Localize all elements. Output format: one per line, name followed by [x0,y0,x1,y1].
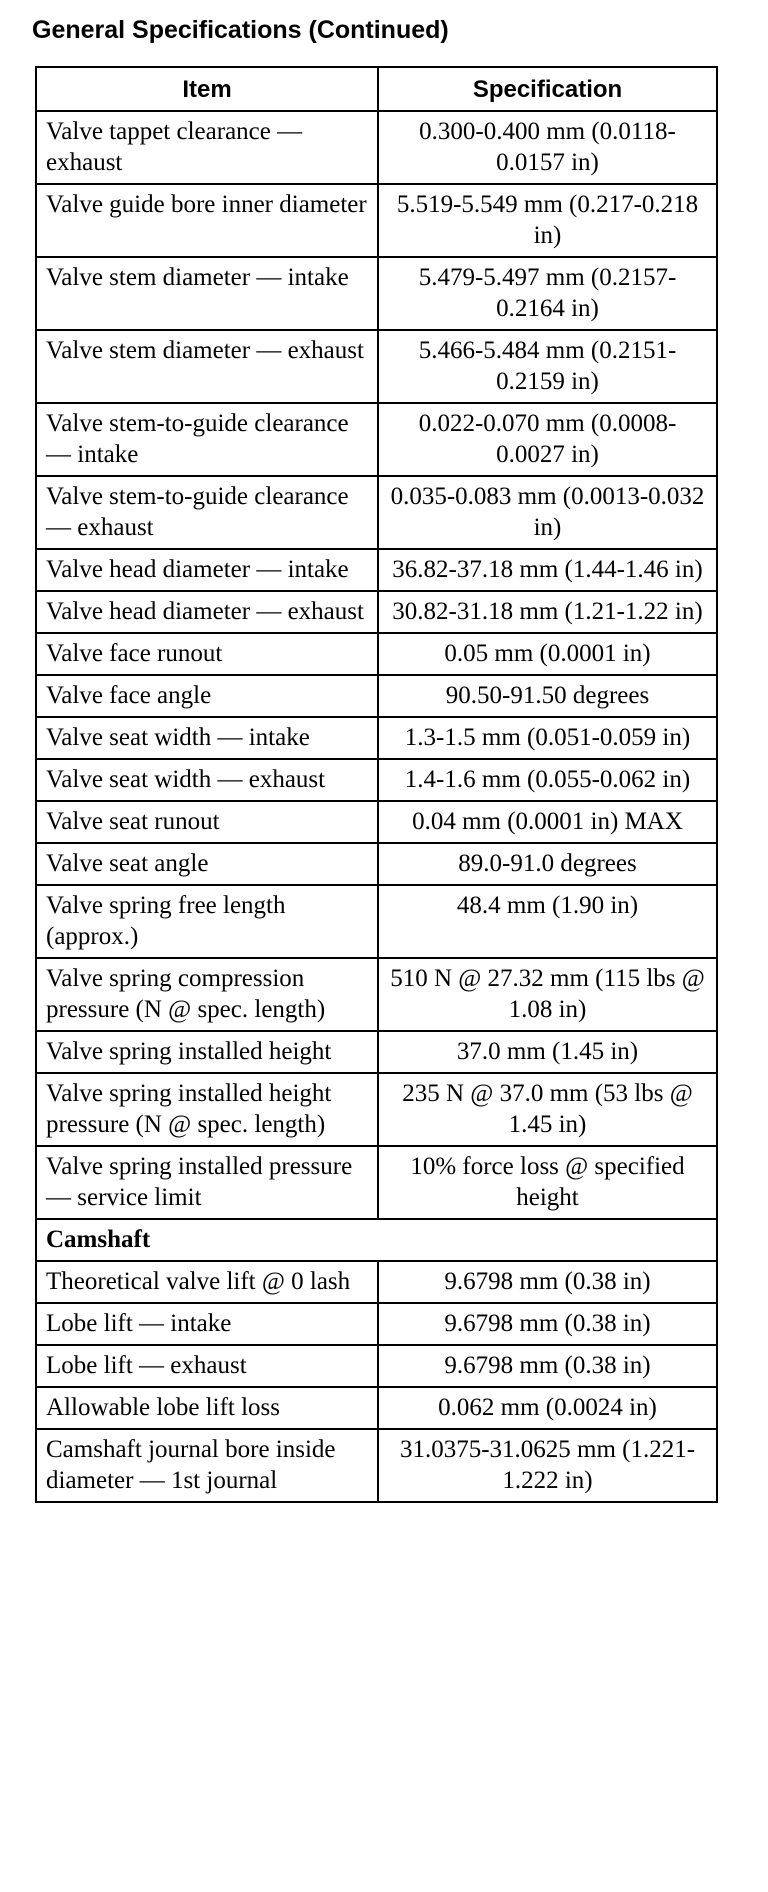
table-row [36,885,717,958]
item-cell: Lobe lift — intake [36,1303,378,1345]
table-row [36,958,717,1031]
item-cell: Valve head diameter — exhaust [36,591,378,633]
table-body [36,111,717,1502]
specification-cell: 30.82-31.18 mm (1.21-1.22 in) [378,591,717,633]
item-cell: Valve guide bore inner diameter [36,184,378,257]
column-header-specification: Specification [378,67,717,111]
specification-cell: 89.0-91.0 degrees [378,843,717,885]
table-row [36,759,717,801]
table-row [36,1303,717,1345]
section-row [36,1219,717,1261]
table-row [36,111,717,184]
specification-cell: 0.300-0.400 mm (0.0118-0.0157 in) [378,111,717,184]
table-row [36,184,717,257]
specification-cell: 0.05 mm (0.0001 in) [378,633,717,675]
table-row [36,1031,717,1073]
table-row [36,1261,717,1303]
item-cell: Valve spring installed pressure — service limit [36,1146,378,1219]
specification-cell: 31.0375-31.0625 mm (1.221-1.222 in) [378,1429,717,1502]
page-title: General Specifications (Continued) [32,16,449,44]
table-row [36,1387,717,1429]
item-cell: Valve stem diameter — intake [36,257,378,330]
section-heading: Camshaft [36,1219,717,1261]
table-row [36,403,717,476]
table-row [36,591,717,633]
item-cell: Valve seat runout [36,801,378,843]
specification-cell: 36.82-37.18 mm (1.44-1.46 in) [378,549,717,591]
table-row [36,1429,717,1502]
item-cell: Theoretical valve lift @ 0 lash [36,1261,378,1303]
item-cell: Valve seat width — intake [36,717,378,759]
table-header-row [36,67,717,111]
item-cell: Camshaft journal bore inside diameter — 1st journal [36,1429,378,1502]
table-row [36,257,717,330]
table-row [36,1345,717,1387]
table-row [36,717,717,759]
item-cell: Valve stem-to-guide clearance — exhaust [36,476,378,549]
item-cell: Valve spring installed height [36,1031,378,1073]
table-row [36,1146,717,1219]
specification-cell: 5.519-5.549 mm (0.217-0.218 in) [378,184,717,257]
specification-cell: 0.035-0.083 mm (0.0013-0.032 in) [378,476,717,549]
table-row [36,675,717,717]
item-cell: Valve spring compression pressure (N @ spec. length) [36,958,378,1031]
item-cell: Valve stem diameter — exhaust [36,330,378,403]
specification-cell: 1.4-1.6 mm (0.055-0.062 in) [378,759,717,801]
specification-cell: 510 N @ 27.32 mm (115 lbs @ 1.08 in) [378,958,717,1031]
specification-cell: 9.6798 mm (0.38 in) [378,1303,717,1345]
item-cell: Valve tappet clearance — exhaust [36,111,378,184]
item-cell: Valve face runout [36,633,378,675]
specification-cell: 0.062 mm (0.0024 in) [378,1387,717,1429]
table-row [36,549,717,591]
table-row [36,633,717,675]
item-cell: Lobe lift — exhaust [36,1345,378,1387]
specification-cell: 0.04 mm (0.0001 in) MAX [378,801,717,843]
specification-cell: 235 N @ 37.0 mm (53 lbs @ 1.45 in) [378,1073,717,1146]
specification-cell: 10% force loss @ specified height [378,1146,717,1219]
specification-cell: 1.3-1.5 mm (0.051-0.059 in) [378,717,717,759]
specification-cell: 9.6798 mm (0.38 in) [378,1261,717,1303]
table-row [36,1073,717,1146]
table-row [36,801,717,843]
item-cell: Allowable lobe lift loss [36,1387,378,1429]
specification-cell: 5.479-5.497 mm (0.2157-0.2164 in) [378,257,717,330]
table-row [36,476,717,549]
specification-cell: 90.50-91.50 degrees [378,675,717,717]
specification-cell: 48.4 mm (1.90 in) [378,885,717,958]
specification-cell: 5.466-5.484 mm (0.2151-0.2159 in) [378,330,717,403]
item-cell: Valve seat angle [36,843,378,885]
item-cell: Valve spring free length (approx.) [36,885,378,958]
column-header-item: Item [36,67,378,111]
specification-cell: 9.6798 mm (0.38 in) [378,1345,717,1387]
specifications-table [35,66,718,1503]
item-cell: Valve seat width — exhaust [36,759,378,801]
item-cell: Valve spring installed height pressure (N @ spec. length) [36,1073,378,1146]
table-row [36,843,717,885]
specification-cell: 37.0 mm (1.45 in) [378,1031,717,1073]
specification-cell: 0.022-0.070 mm (0.0008-0.0027 in) [378,403,717,476]
item-cell: Valve face angle [36,675,378,717]
item-cell: Valve head diameter — intake [36,549,378,591]
table-row [36,330,717,403]
item-cell: Valve stem-to-guide clearance — intake [36,403,378,476]
